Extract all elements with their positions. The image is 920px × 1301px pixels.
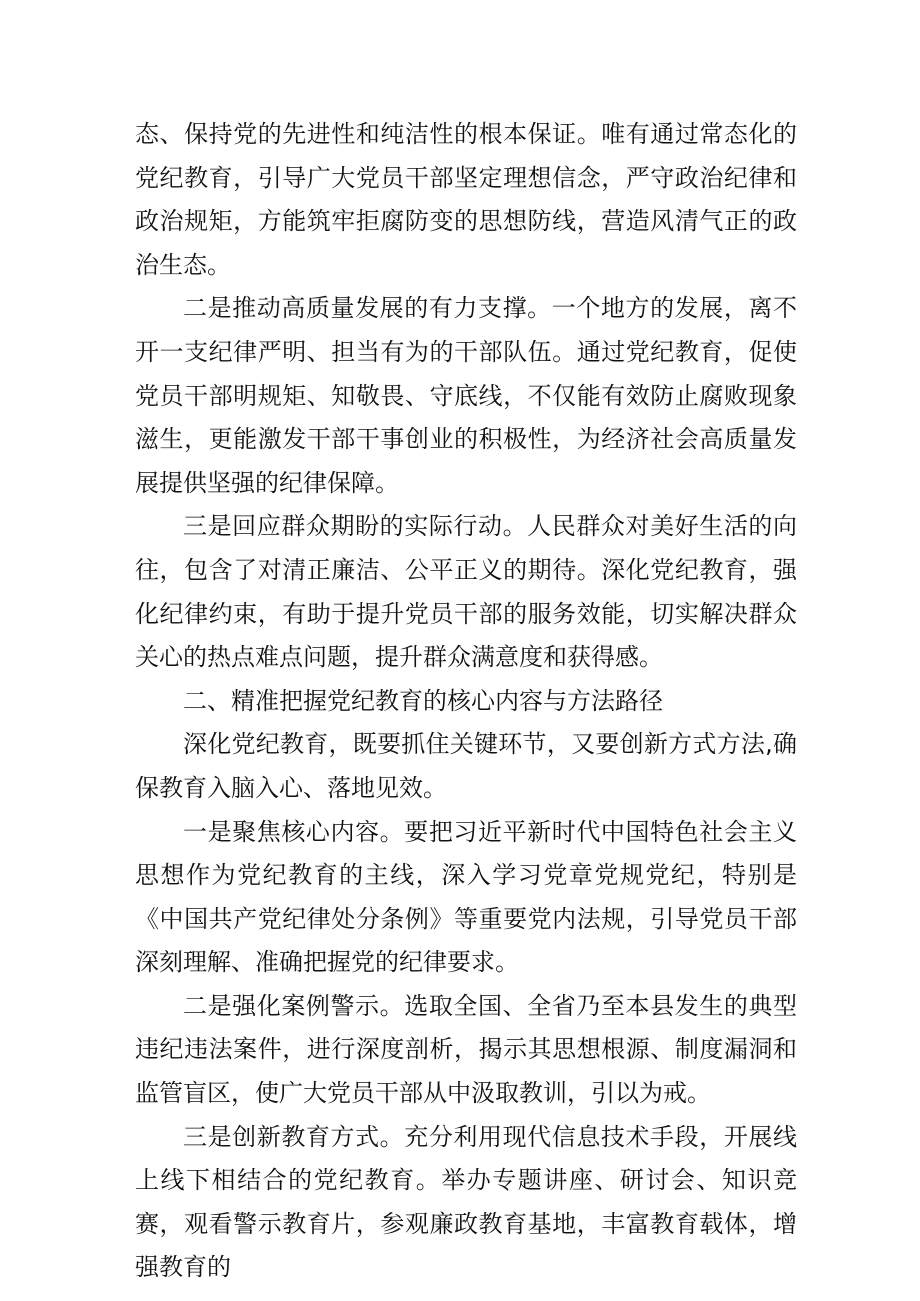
paragraph-third-point: 三是回应群众期盼的实际行动。人民群众对美好生活的向往，包含了对清正廉洁、公平正义的期待。深化党纪教育，强化纪律约束，有助于提升党员干部的服务效能，切实解决群众关心的热点难点问题，提升群众满意度和获得感。	[135, 512, 797, 672]
paragraph-section-intro: 深化党纪教育，既要抓住关键环节，又要创新方式方法,确保教育入脑入心、落地见效。	[135, 730, 797, 802]
paragraph-case-warning: 二是强化案例警示。选取全国、全省乃至本县发生的典型违纪违法案件，进行深度剖析，揭示其思想根源、制度漏洞和监管盲区，使广大党员干部从中汲取教训，引以为戒。	[135, 991, 797, 1108]
paragraph-innovate-methods: 三是创新教育方式。充分利用现代信息技术手段，开展线上线下相结合的党纪教育。举办专题讲座、研讨会、知识竞赛，观看警示教育片，参观廉政教育基地，丰富教育载体，增强教育的	[135, 1122, 797, 1282]
paragraph-second-point: 二是推动高质量发展的有力支撑。一个地方的发展，离不开一支纪律严明、担当有为的干部队伍。通过党纪教育，促使党员干部明规矩、知敬畏、守底线，不仅能有效防止腐败现象滋生，更能激发干部干事创业的积极性，为经济社会高质量发展提供坚强的纪律保障。	[135, 294, 797, 497]
paragraph-core-content: 一是聚焦核心内容。要把习近平新时代中国特色社会主义思想作为党纪教育的主线，深入学习党章党规党纪，特别是《中国共产党纪律处分条例》等重要党内法规，引导党员干部深刻理解、准确把握党的纪律要求。	[135, 817, 797, 977]
section-heading: 二、精准把握党纪教育的核心内容与方法路径	[183, 686, 663, 715]
document-body	[135, 113, 797, 1290]
paragraph-continuation: 态、保持党的先进性和纯洁性的根本保证。唯有通过常态化的党纪教育，引导广大党员干部坚定理想信念，严守政治纪律和政治规矩，方能筑牢拒腐防变的思想防线，营造风清气正的政治生态。	[135, 120, 797, 279]
